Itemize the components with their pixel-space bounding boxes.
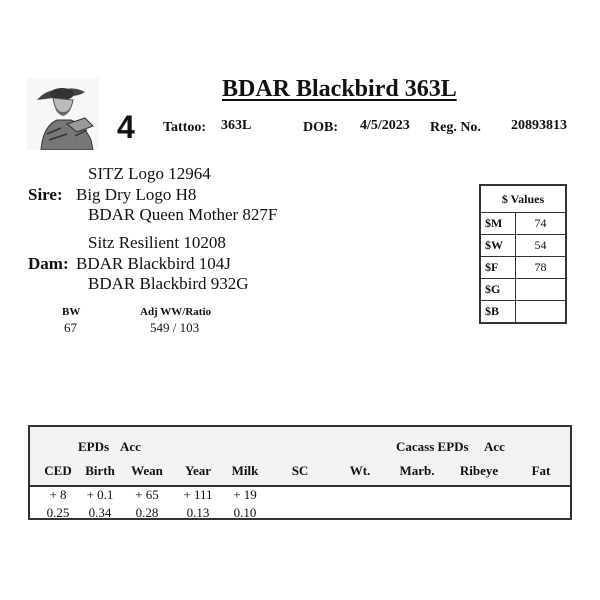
epd-column-header: Milk <box>231 463 259 478</box>
value-row <box>480 257 566 279</box>
epd-column-header: Wt. <box>349 463 371 478</box>
value-row <box>480 301 566 324</box>
epd-value: + 0.1 <box>86 487 114 502</box>
epd-column-header: Year <box>185 463 211 478</box>
tattoo-value: 363L <box>221 118 252 133</box>
ww-label: Adj WW/Ratio <box>140 306 211 318</box>
epd-table <box>28 425 572 520</box>
sire-sire: SITZ Logo 12964 <box>88 164 211 183</box>
epd-value: + 111 <box>183 487 213 502</box>
epd-column-header: Marb. <box>399 463 435 478</box>
animal-name-title: BDAR Blackbird 363L <box>222 76 457 102</box>
value-row <box>480 279 566 301</box>
sire-dam: BDAR Queen Mother 827F <box>88 205 278 224</box>
value-label: $W <box>480 235 516 257</box>
epd-accuracy: 0.25 <box>46 505 70 520</box>
dob-label: DOB: <box>303 120 338 135</box>
reg-label: Reg. No. <box>430 120 481 135</box>
value-cell <box>516 279 567 301</box>
epd-accuracy: 0.34 <box>88 505 112 520</box>
lot-number: 4 <box>117 109 135 145</box>
epd-value: + 19 <box>233 487 257 502</box>
epds-acc-label: Acc <box>120 439 141 454</box>
epd-column-header: Wean <box>131 463 163 478</box>
sire-label: Sire: <box>28 185 63 204</box>
value-cell: 54 <box>516 235 567 257</box>
bw-label: BW <box>62 306 81 318</box>
epd-accuracy: 0.28 <box>135 505 159 520</box>
dam-name: BDAR Blackbird 104J <box>76 254 231 273</box>
epd-column-header: Ribeye <box>459 463 499 478</box>
dam-sire: Sitz Resilient 10208 <box>88 233 226 252</box>
value-cell: 74 <box>516 213 567 235</box>
reg-value: 20893813 <box>511 118 567 133</box>
dam-label: Dam: <box>28 254 69 273</box>
dollar-values-title: $ Values <box>480 185 566 213</box>
epd-column-header: Fat <box>531 463 551 478</box>
value-cell: 78 <box>516 257 567 279</box>
epd-column-header: CED <box>44 463 72 478</box>
epds-group-label: EPDs <box>78 439 110 454</box>
value-label: $M <box>480 213 516 235</box>
dam-dam: BDAR Blackbird 932G <box>88 274 249 293</box>
bw-value: 67 <box>64 320 77 335</box>
dollar-values-table <box>479 184 567 324</box>
epd-accuracy: 0.13 <box>186 505 210 520</box>
epd-value: + 8 <box>49 487 67 502</box>
value-row <box>480 235 566 257</box>
epd-column-header: Birth <box>85 463 115 478</box>
carcass-epds-label: Cacass EPDs <box>396 439 469 454</box>
value-row <box>480 213 566 235</box>
sire-name: Big Dry Logo H8 <box>76 185 197 204</box>
value-label: $G <box>480 279 516 301</box>
value-cell <box>516 301 567 324</box>
value-label: $B <box>480 301 516 324</box>
cowboy-logo <box>27 78 99 150</box>
value-label: $F <box>480 257 516 279</box>
epd-value: + 65 <box>135 487 159 502</box>
epd-accuracy: 0.10 <box>233 505 257 520</box>
ww-value: 549 / 103 <box>150 320 200 335</box>
carcass-acc-label: Acc <box>484 439 505 454</box>
dob-value: 4/5/2023 <box>360 118 410 133</box>
tattoo-label: Tattoo: <box>163 120 207 135</box>
epd-column-header: SC <box>291 463 309 478</box>
